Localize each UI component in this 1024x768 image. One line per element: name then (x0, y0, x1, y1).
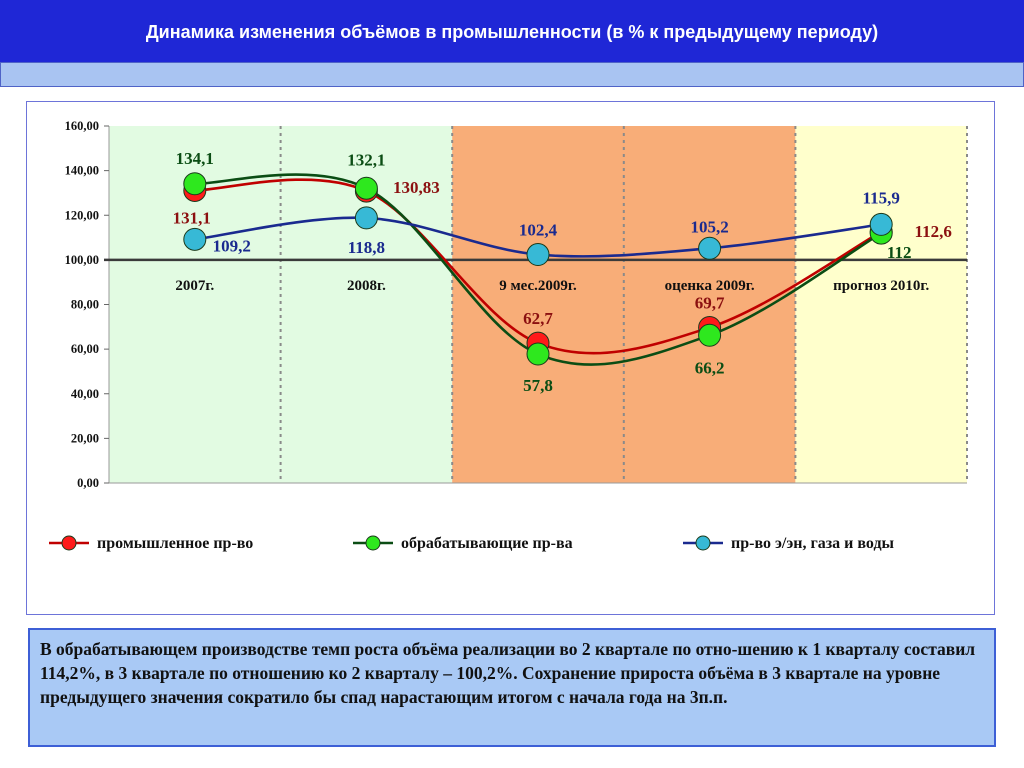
data-point-series-2 (699, 237, 721, 259)
page-title: Динамика изменения объёмов в промышленности (в % к предыдущему периоду) (145, 22, 879, 42)
data-point-series-2 (184, 228, 206, 250)
category-label: 2008г. (346, 277, 386, 294)
data-label-series-1: 132,1 (347, 150, 386, 170)
note-box (28, 628, 996, 747)
data-label-series-1: 134,1 (175, 148, 214, 168)
y-tick-label: 160,00 (64, 119, 99, 133)
y-tick-label: 20,00 (70, 431, 99, 446)
y-tick-label: 40,00 (70, 386, 99, 401)
data-label-series-0: 112,6 (914, 221, 952, 241)
category-label: оценка 2009г. (664, 277, 755, 294)
category-label: 2007г. (175, 277, 215, 294)
data-label-series-1: 66,2 (694, 358, 725, 378)
data-label-series-0: 69,7 (694, 293, 725, 313)
data-point-series-1 (527, 343, 549, 365)
data-label-series-2: 102,4 (518, 220, 558, 240)
y-tick-label: 120,00 (64, 208, 99, 223)
line-chart (27, 102, 994, 614)
data-label-series-1: 57,8 (523, 376, 553, 396)
data-point-series-2 (870, 213, 892, 235)
data-label-series-0: 130,83 (393, 178, 440, 198)
header-sub-band (0, 62, 1024, 87)
y-tick-label: 60,00 (70, 342, 99, 357)
y-tick-label: 100,00 (64, 252, 99, 267)
zone-yellow (795, 126, 967, 483)
legend-label-2: пр-во э/эн, газа и воды (731, 535, 895, 552)
y-tick-label: 80,00 (70, 297, 99, 312)
data-label-series-2: 118,8 (347, 237, 386, 257)
data-point-series-1 (699, 324, 721, 346)
data-label-series-2: 109,2 (212, 236, 251, 256)
category-label: прогноз 2010г. (833, 277, 930, 294)
y-tick-label: 140,00 (64, 163, 99, 178)
data-point-series-2 (355, 207, 377, 229)
y-tick-label: 0,00 (77, 476, 99, 490)
category-label: 9 мес.2009г. (499, 277, 577, 294)
legend-label-0: промышленное пр-во (97, 535, 254, 552)
legend-label-1: обрабатывающие пр-ва (401, 535, 573, 552)
data-label-series-0: 62,7 (523, 309, 553, 329)
data-point-series-1 (184, 173, 206, 195)
chart-frame (26, 101, 995, 615)
note-text: В обрабатывающем производстве темп роста объёма реализации во 2 квартале по отно-шению к 1 кварталу составил 114,2%, в 3 квартале по отношению ко 2 кварталу – 100,2%. Сохранение прироста объёма в 3 квартале на уровне предыдущего значения сократило бы спад нарастающим итогом с начала года на 3п.п. (40, 639, 976, 707)
legend-marker-1 (366, 536, 380, 550)
data-label-series-2: 105,2 (690, 217, 729, 237)
data-point-series-1 (355, 177, 377, 199)
data-point-series-2 (527, 244, 549, 266)
legend-marker-0 (62, 536, 76, 550)
data-label-series-2: 115,9 (862, 188, 900, 208)
header-bar (0, 0, 1024, 63)
legend-marker-2 (696, 536, 710, 550)
data-label-series-0: 131,1 (172, 208, 211, 228)
data-label-series-1: 112 (886, 243, 912, 263)
